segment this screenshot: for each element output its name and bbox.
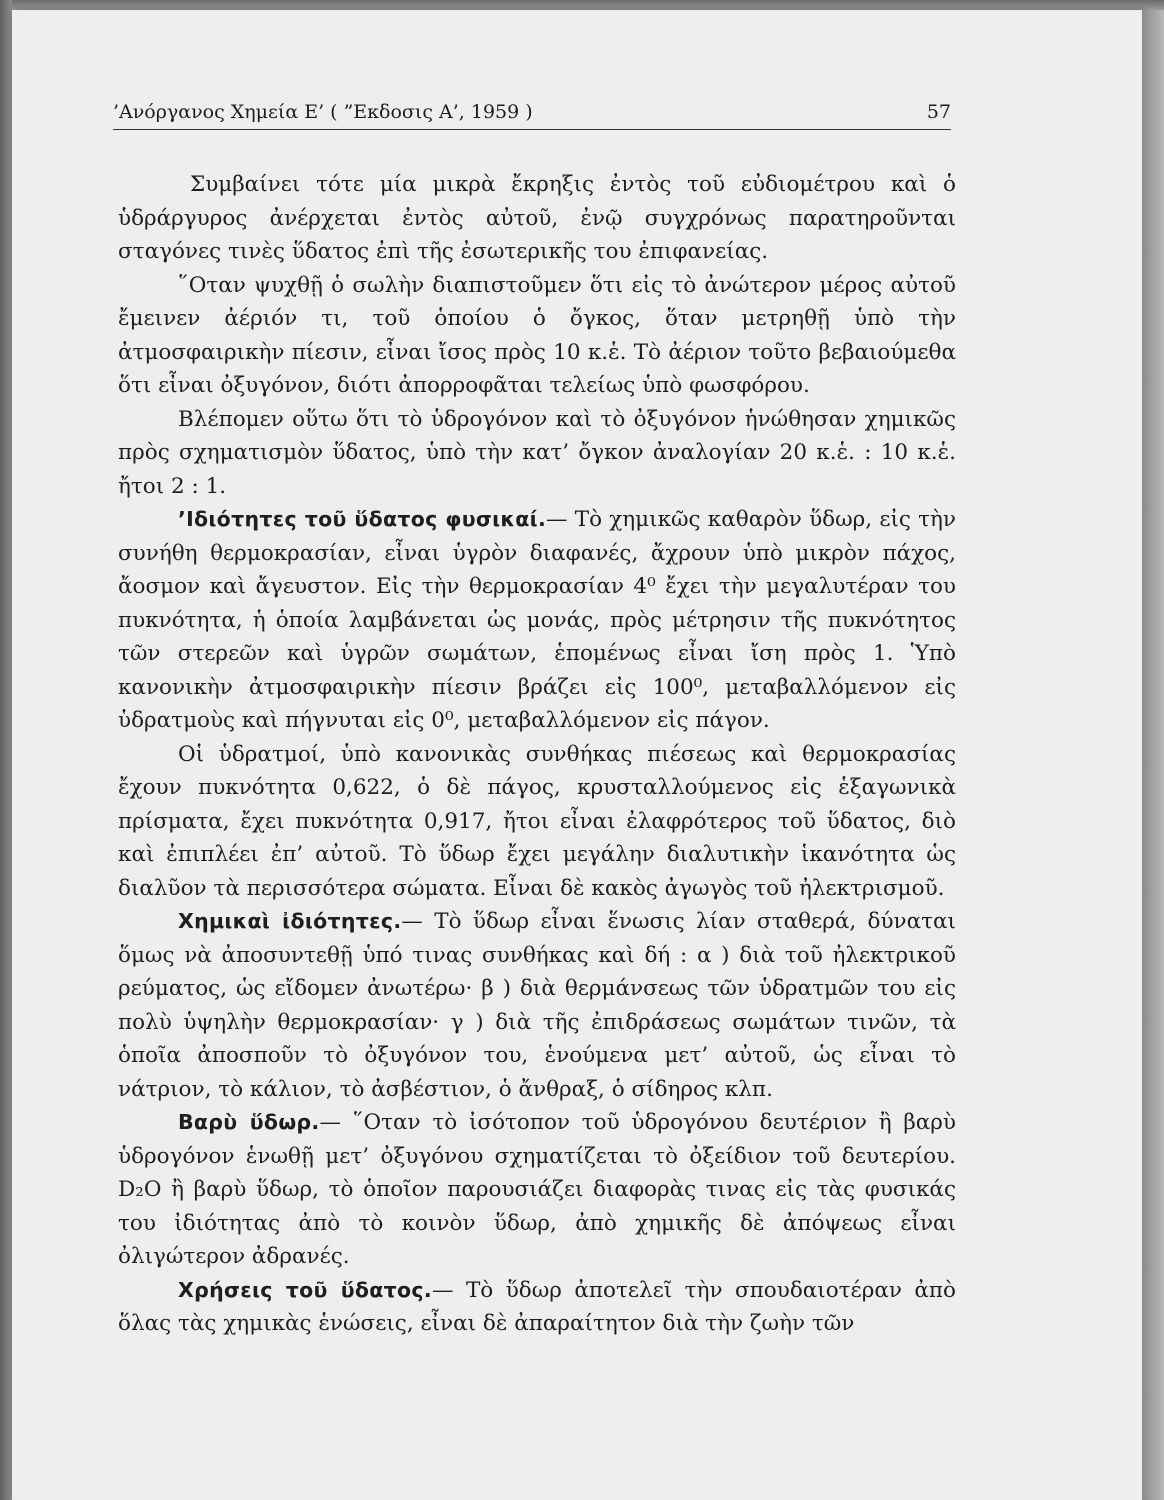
- page-gutter-shadow: [1142, 10, 1164, 1500]
- heading-uses-of-water: Χρήσεις τοῦ ὕδατος.: [178, 1277, 432, 1302]
- paragraph-2: ῞Οταν ψυχθῇ ὁ σωλὴν διαπιστοῦμεν ὅτι εἰς τὸ ἀνώτερον μέρος αὐτοῦ ἔμεινεν ἀέριόν τι, τοῦ ὁποίου ὁ ὄγκος, ὅταν μετρηθῇ ὑπὸ τὴν ἀτμοσφαιρικὴν πίεσιν, εἶναι ἴσος πρὸς 10 κ.ἑ. Τὸ ἀέριον τοῦτο βεβαιούμεθα ὅτι εἶναι ὀξυγόνον, διότι ἀπορροφᾶται τελείως ὑπὸ φωσφόρου.: [118, 272, 956, 398]
- paragraph-6-text: — Τὸ ὕδωρ εἶναι ἕνωσις λίαν σταθερά, δύναται ὅμως νὰ ἀποσυντεθῇ ὑπό τινας συνθήκας καὶ δή : α ) διὰ τοῦ ἠλεκτρικοῦ ρεύματος, ὡς εἴδομεν ἀνωτέρω· β ) διὰ θερμάνσεως τῶν ὑδρατμῶν του εἰς πολὺ ὑψηλὴν θερμοκρασίαν· γ ) διὰ τῆς ἐπιδράσεως σωμάτων τινῶν, τὰ ὁποῖα ἀποσποῦν τὸ ὀξυγόνον του, ἑνούμενα μετ’ αὐτοῦ, ὡς εἶναι τὸ νάτριον, τὸ κάλιον, τὸ ἀσβέστιον, ὁ ἄνθραξ, ὁ σίδηρος κλπ.: [118, 909, 956, 1102]
- paragraph-7-text: — ῞Οταν τὸ ἰσότοπον τοῦ ὑδρογόνου δευτέριον ἢ βαρὺ ὑδρογόνον ἑνωθῇ μετ’ ὀξυγόνου σχηματίζεται τὸ ὀξείδιον τοῦ δευτερίου. D₂O ἢ βαρὺ ὕδωρ, τὸ ὁποῖον παρουσιάζει διαφορὰς τινας εἰς τὰς φυσικάς του ἰδιότητας ἀπὸ τὸ κοινὸν ὕδωρ, ἀπὸ χημικῆς δὲ ἀπόψεως εἶναι ὀλιγώτερον ἀδρανές.: [118, 1110, 956, 1269]
- paragraph-chemical-properties: [118, 905, 956, 1106]
- heading-chemical-properties: Χημικαὶ ἰδιότητες.: [178, 909, 402, 933]
- paragraph-5: Οἱ ὑδρατμοί, ὑπὸ κανονικὰς συνθήκας πιέσεως καὶ θερμοκρασίας ἔχουν πυκνότητα 0,622, ὁ δὲ πάγος, κρυσταλλούμενος εἰς ἑξαγωνικὰ πρίσματα, ἔχει πυκνότητα 0,917, ἤτοι εἶναι ἐλαφρότερος τοῦ ὕδατος, διὸ καὶ ἐπιπλέει ἐπ’ αὐτοῦ. Τὸ ὕδωρ ἔχει μεγάλην διαλυτικὴν ἱκανότητα ὡς διαλῦον τὰ περισσότερα σώματα. Εἶναι δὲ κακὸς ἀγωγὸς τοῦ ἠλεκτρισμοῦ.: [118, 741, 956, 901]
- scan-left-edge: [0, 0, 12, 1500]
- running-head: [113, 99, 951, 130]
- paragraph-4-text: — Τὸ χημικῶς καθαρὸν ὕδωρ, εἰς τὴν συνήθη θερμοκρασίαν, εἶναι ὑγρὸν διαφανές, ἄχρουν ὑπὸ μικρὸν πάχος, ἄοσμον καὶ ἄγευστον. Εἰς τὴν θερμοκρασίαν 4⁰ ἔχει τὴν μεγαλυτέραν του πυκνότητα, ἡ ὁποία λαμβάνεται ὡς μονάς, πρὸς μέτρησιν τῆς πυκνότητος τῶν στερεῶν καὶ ὑγρῶν σωμάτων, ἑπομένως εἶναι ἴση πρὸς 1. Ὑπὸ κανονικὴν ἀτμοσφαιρικὴν πίεσιν βράζει εἰς 100⁰, μεταβαλλόμενον εἰς ὑδρατμοὺς καὶ πήγνυται εἰς 0⁰, μεταβαλλόμενον εἰς πάγον.: [118, 507, 956, 733]
- body-text: [118, 168, 956, 1341]
- paragraph-1: Συμβαίνει τότε μία μικρὰ ἔκρηξις ἐντὸς τοῦ εὐδιομέτρου καὶ ὁ ὑδράργυρος ἀνέρχεται ἐντὸς αὐτοῦ, ἐνῷ συγχρόνως παρατηροῦνται σταγόνες τινὲς ὕδατος ἐπὶ τῆς ἐσωτερικῆς του ἐπιφανείας.: [118, 172, 956, 264]
- page-number: 57: [926, 101, 951, 123]
- scan-top-edge: [0, 0, 1164, 10]
- paragraph-8-text: — Τὸ ὕδωρ ἀποτελεῖ τὴν σπουδαιοτέραν ἀπὸ ὅλας τὰς χημικὰς ἑνώσεις, εἶναι δὲ ἀπαραίτητον διὰ τὴν ζωὴν τῶν: [118, 1277, 956, 1336]
- paragraph-3: Βλέπομεν οὕτω ὅτι τὸ ὑδρογόνον καὶ τὸ ὀξυγόνον ἡνώθησαν χημικῶς πρὸς σχηματισμὸν ὕδατος, ὑπὸ τὴν κατ’ ὄγκον ἀναλογίαν 20 κ.ἑ. : 10 κ.ἑ. ἤτοι 2 : 1.: [118, 406, 956, 499]
- paragraph-physical-properties: [118, 503, 956, 738]
- heading-heavy-water: Βαρὺ ὕδωρ.: [178, 1110, 320, 1134]
- running-head-title: ’Ανόργανος Χημεία Ε’ ( ”Εκδοσις Α’, 1959 ): [113, 101, 533, 123]
- heading-physical-properties: ’Ιδιότητες τοῦ ὕδατος φυσικαί.: [178, 507, 547, 531]
- paragraph-uses-of-water: [118, 1274, 956, 1341]
- paragraph-heavy-water: [118, 1106, 956, 1274]
